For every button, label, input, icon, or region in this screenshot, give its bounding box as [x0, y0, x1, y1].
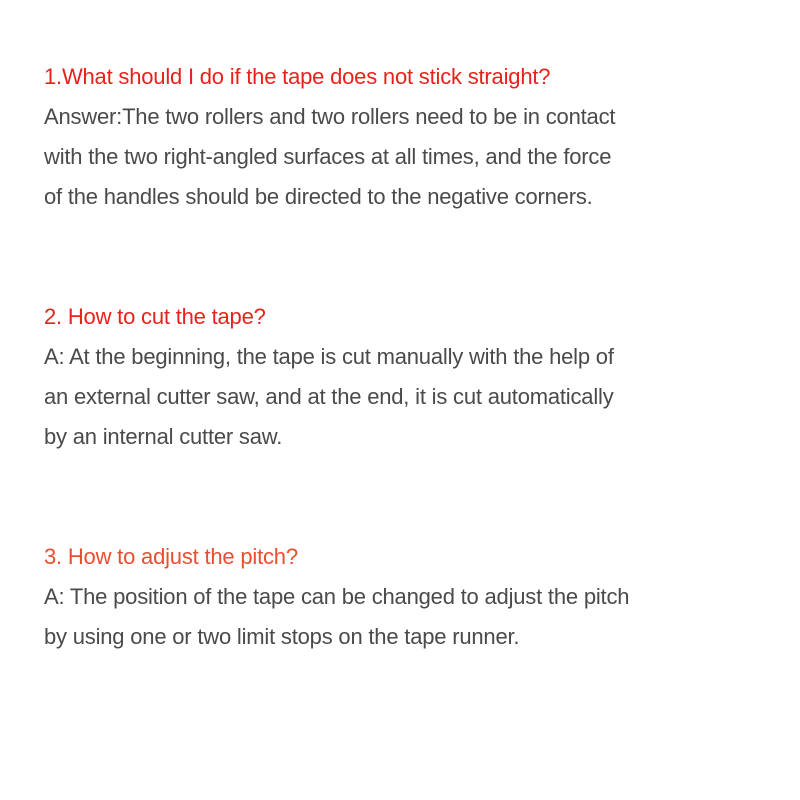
- faq-item-2: [44, 297, 784, 457]
- faq-question: 1.What should I do if the tape does not stick straight?: [44, 64, 551, 89]
- faq-item-1: [44, 57, 784, 217]
- faq-question: 2. How to cut the tape?: [44, 304, 266, 329]
- faq-answer-line: Answer:The two rollers and two rollers need to be in contact: [44, 104, 616, 129]
- faq-question: 3. How to adjust the pitch?: [44, 544, 298, 569]
- faq-answer-line: of the handles should be directed to the negative corners.: [44, 184, 593, 209]
- faq-answer-line: with the two right-angled surfaces at all times, and the force: [44, 144, 612, 169]
- faq-answer-line: A: At the beginning, the tape is cut manually with the help of: [44, 344, 614, 369]
- faq-item-3: [44, 537, 784, 657]
- faq-answer-line: by using one or two limit stops on the tape runner.: [44, 624, 520, 649]
- faq-answer-line: by an internal cutter saw.: [44, 424, 283, 449]
- faq-answer-line: A: The position of the tape can be changed to adjust the pitch: [44, 584, 630, 609]
- faq-answer-line: an external cutter saw, and at the end, it is cut automatically: [44, 384, 614, 409]
